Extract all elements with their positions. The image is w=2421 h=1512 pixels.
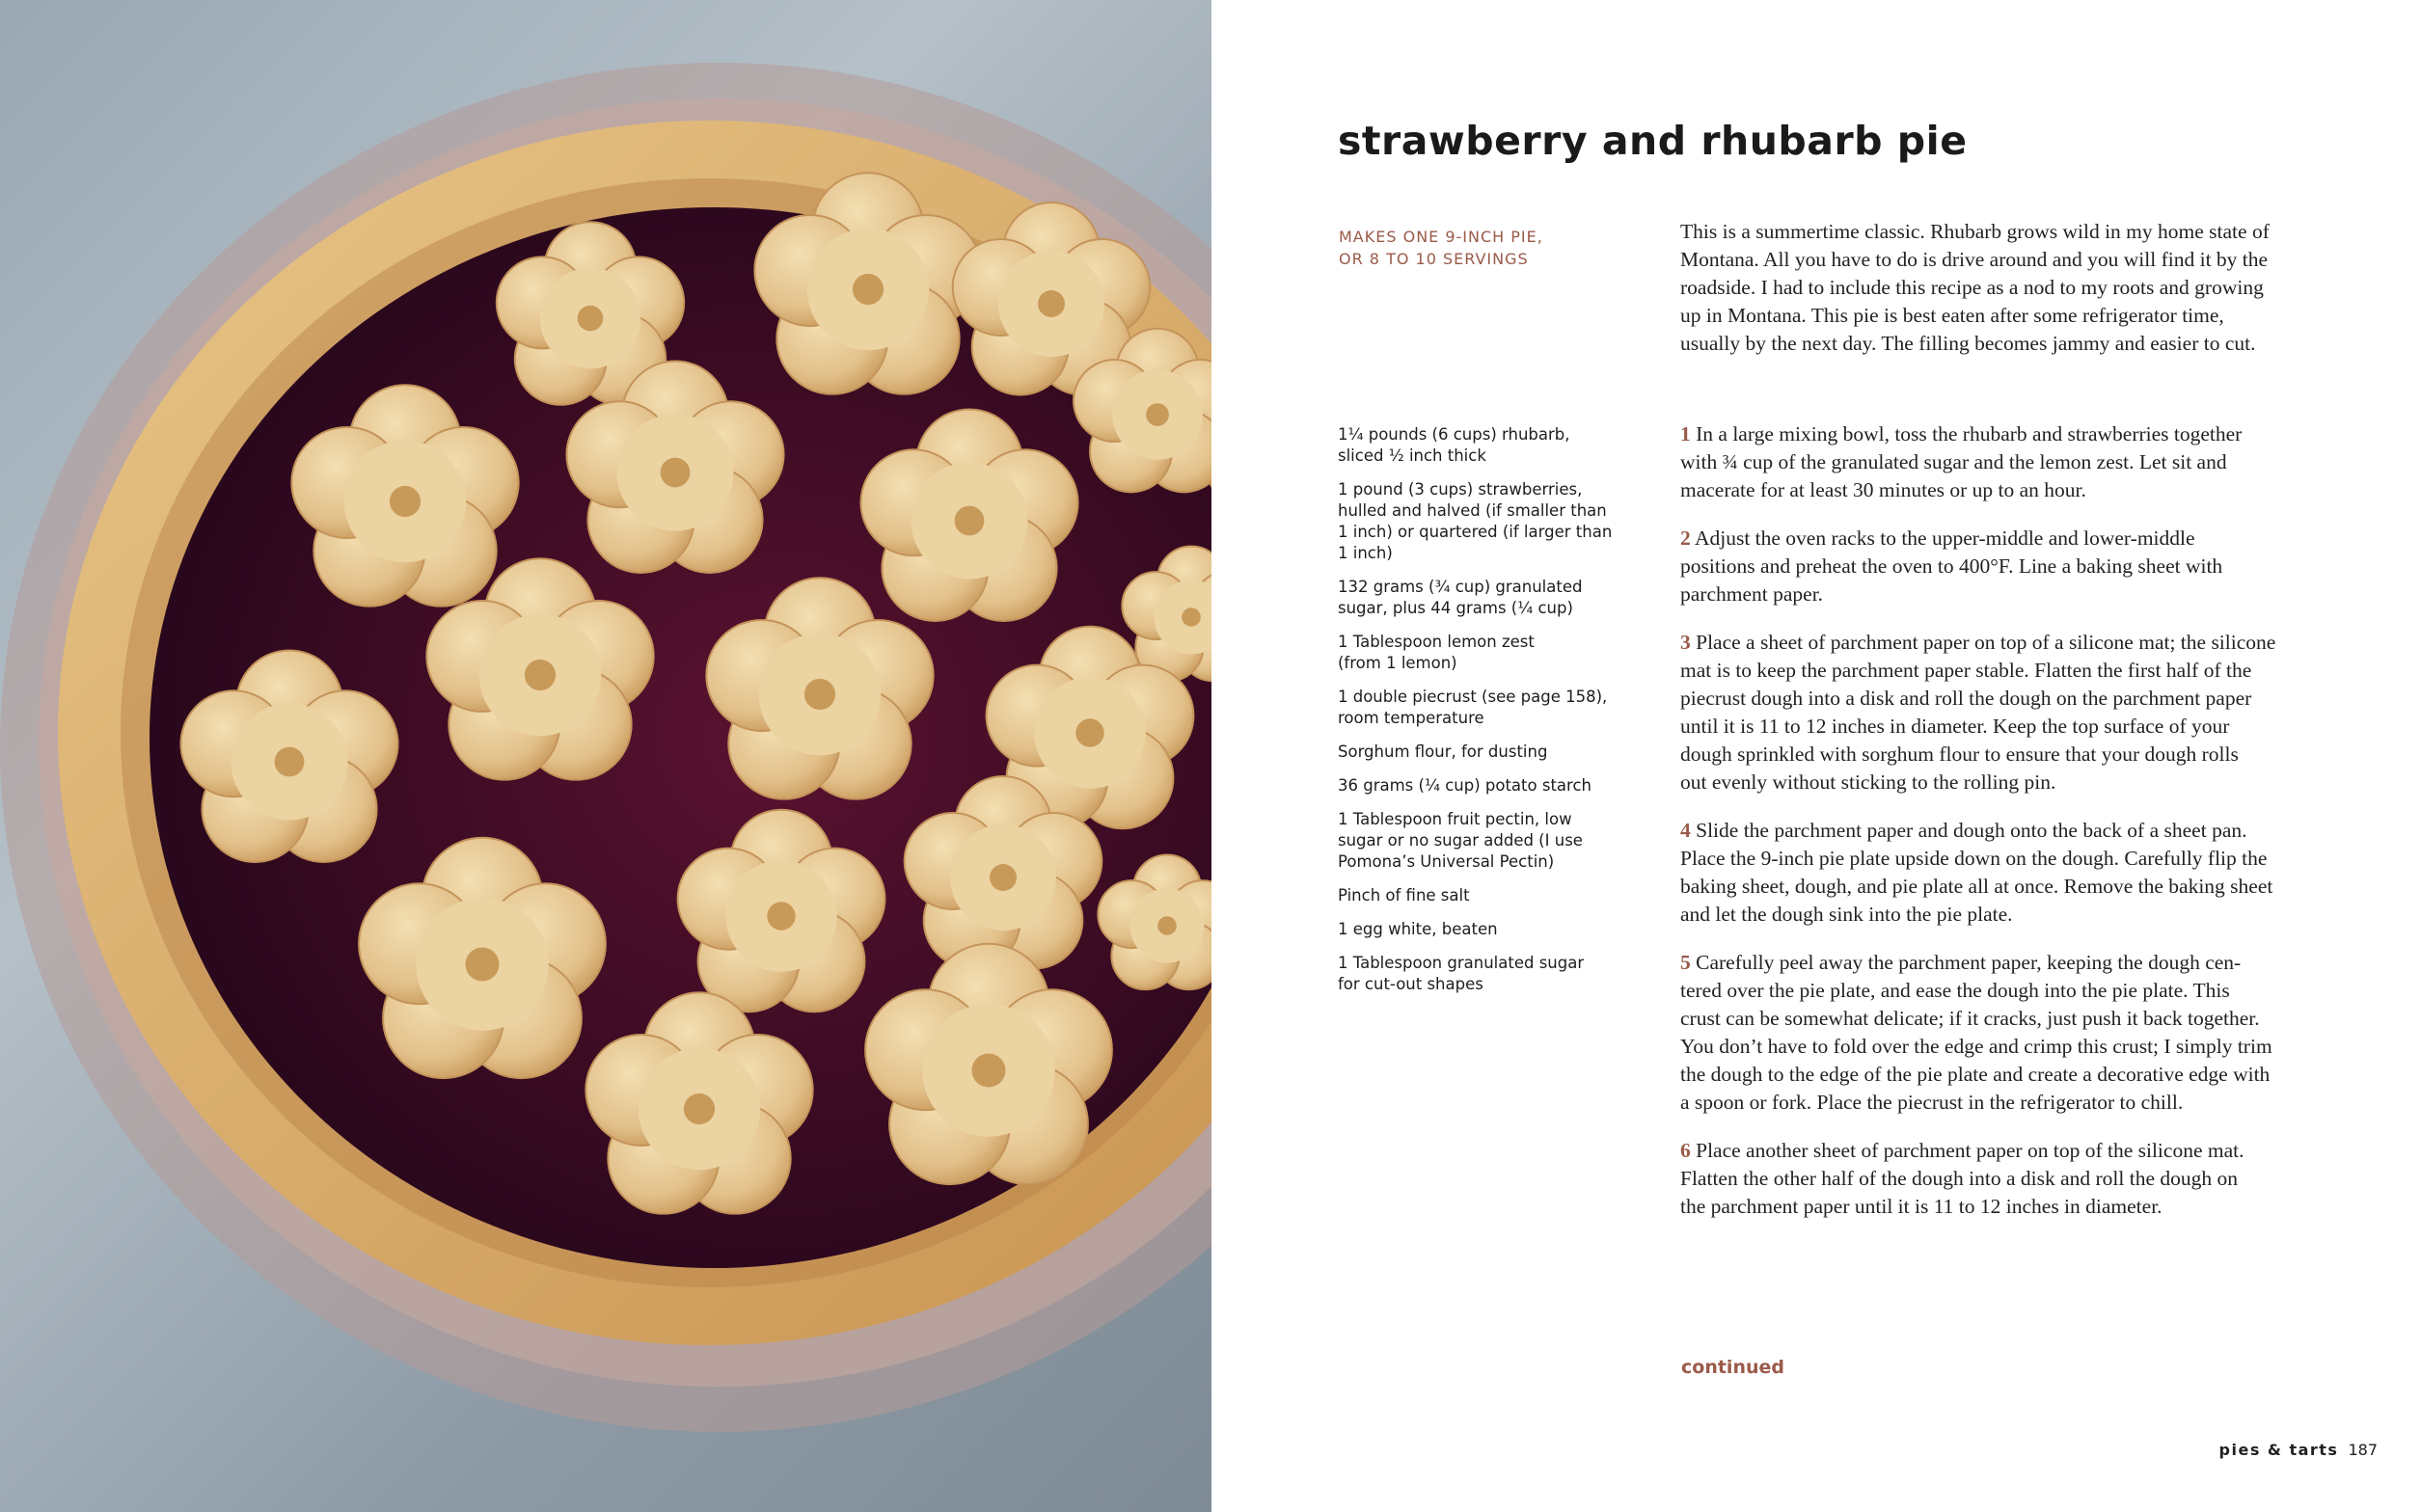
ingredient-line: for cut-out shapes [1338,975,1483,993]
recipe-title: strawberry and rhubarb pie [1338,118,1968,164]
step-text: In a large mixing bowl, toss the rhubarb and strawberries together [1696,422,2243,446]
step-line: piecrust dough into a disk and roll the dough on the parchment paper [1680,687,2252,710]
step-text: Adjust the oven racks to the upper-middle and lower-middle [1694,526,2195,550]
ingredient-line: room temperature [1338,709,1484,727]
step-first-line [1680,1137,2355,1165]
method-step [1680,420,2355,504]
step-number: 4 [1680,819,1691,842]
ingredient-line: 36 grams (¼ cup) potato starch [1338,776,1591,795]
step-line: with ¾ cup of the granulated sugar and the lemon zest. Let sit and [1680,450,2227,473]
ingredient-line: sugar or no sugar added (I use [1338,831,1583,850]
method-step [1680,817,2355,929]
ingredient-item [1338,742,1627,763]
method-step [1680,525,2355,608]
ingredient-line: 1 Tablespoon granulated sugar [1338,954,1585,972]
step-line: mat is to keep the parchment paper stable. Flatten the first half of the [1680,659,2252,682]
step-line: tered over the pie plate, and ease the dough into the pie plate. This [1680,979,2230,1002]
ingredient-item [1338,775,1627,796]
ingredient-line: sugar, plus 44 grams (¼ cup) [1338,599,1573,617]
step-line: until it is 11 to 12 inches in diameter. Keep the top surface of your [1680,715,2230,738]
step-line: out evenly without sticking to the rolling pin. [1680,770,2056,794]
method-step [1680,949,2355,1117]
ingredient-line: Pomona’s Universal Pectin) [1338,852,1555,871]
step-first-line [1680,525,2355,553]
ingredient-line: 1 inch) or quartered (if larger than [1338,523,1613,541]
step-text: Place another sheet of parchment paper on top of the silicone mat. [1696,1139,2244,1162]
step-first-line [1680,949,2355,977]
step-text: Place a sheet of parchment paper on top of a silicone mat; the silicone [1696,631,2276,654]
step-line: positions and preheat the oven to 400°F. Line a baking sheet with [1680,554,2223,578]
ingredient-item [1338,809,1627,873]
ingredient-item [1338,632,1627,674]
ingredient-line: Pinch of fine salt [1338,886,1470,904]
recipe-intro [1680,218,2355,358]
step-line: dough sprinkled with sorghum flour to ensure that your dough rolls [1680,742,2239,766]
ingredient-line: hulled and halved (if smaller than [1338,501,1607,520]
intro-line: roadside. I had to include this recipe as a nod to my roots and growing [1680,276,2264,299]
step-line: the dough to the edge of the pie plate and create a decorative edge with [1680,1063,2271,1086]
step-number: 1 [1680,422,1691,446]
method-step [1680,629,2355,796]
ingredient-line: 132 grams (¾ cup) granulated [1338,578,1583,596]
step-first-line [1680,629,2355,657]
step-first-line [1680,817,2355,845]
ingredient-line: 1 double piecrust (see page 158), [1338,688,1608,706]
method-steps [1680,420,2355,1241]
page-footer [2219,1441,2378,1459]
ingredient-item [1338,424,1627,467]
ingredient-line: 1 inch) [1338,544,1393,562]
page-number: 187 [2348,1441,2378,1459]
continued-note: continued [1681,1357,1784,1378]
step-line: You don’t have to fold over the edge and crimp this crust; I simply trim [1680,1035,2272,1058]
ingredient-line: sliced ½ inch thick [1338,446,1486,465]
ingredient-item [1338,577,1627,619]
step-line: a spoon or fork. Place the piecrust in the refrigerator to chill. [1680,1091,2184,1114]
ingredient-item [1338,687,1627,729]
step-line: parchment paper. [1680,582,1824,606]
step-line: Place the 9-inch pie plate upside down on the dough. Carefully flip the [1680,847,2268,870]
ingredient-item [1338,479,1627,564]
ingredient-item [1338,885,1627,906]
ingredient-line: 1 Tablespoon lemon zest [1338,633,1535,651]
step-text: Slide the parchment paper and dough onto the back of a sheet pan. [1696,819,2247,842]
step-number: 5 [1680,951,1691,974]
step-line: Flatten the other half of the dough into a disk and roll the dough on [1680,1167,2239,1190]
step-line: and let the dough sink into the pie plate. [1680,903,2013,926]
ingredient-item [1338,953,1627,995]
yield-line: MAKES ONE 9-INCH PIE, [1339,228,1543,246]
ingredient-line: 1 pound (3 cups) strawberries, [1338,480,1583,499]
step-line: crust can be somewhat delicate; if it cracks, just push it back together. [1680,1007,2260,1030]
ingredient-list [1338,424,1627,1008]
step-number: 2 [1680,526,1691,550]
yield-line: OR 8 TO 10 SERVINGS [1339,250,1529,268]
ingredient-line: 1¼ pounds (6 cups) rhubarb, [1338,425,1570,444]
intro-line: This is a summertime classic. Rhubarb grows wild in my home state of [1680,220,2270,243]
intro-line: Montana. All you have to do is drive around and you will find it by the [1680,248,2269,271]
step-line: the parchment paper until it is 11 to 12 inches in diameter. [1680,1195,2163,1218]
method-step [1680,1137,2355,1221]
intro-line: usually by the next day. The filling becomes jammy and easier to cut. [1680,332,2256,355]
intro-line: up in Montana. This pie is best eaten after some refrigerator time, [1680,304,2224,327]
step-number: 3 [1680,631,1691,654]
recipe-yield [1339,226,1590,270]
step-line: baking sheet, dough, and pie plate all at once. Remove the baking sheet [1680,875,2273,898]
ingredient-line: 1 Tablespoon fruit pectin, low [1338,810,1572,828]
step-line: macerate for at least 30 minutes or up to an hour. [1680,478,2086,501]
recipe-page [1211,0,2421,1512]
step-number: 6 [1680,1139,1691,1162]
section-name: pies & tarts [2218,1441,2339,1459]
step-first-line [1680,420,2355,448]
ingredient-line: (from 1 lemon) [1338,654,1457,672]
ingredient-line: 1 egg white, beaten [1338,920,1498,938]
ingredient-item [1338,919,1627,940]
step-text: Carefully peel away the parchment paper, keeping the dough cen- [1696,951,2242,974]
ingredient-line: Sorghum flour, for dusting [1338,742,1548,761]
